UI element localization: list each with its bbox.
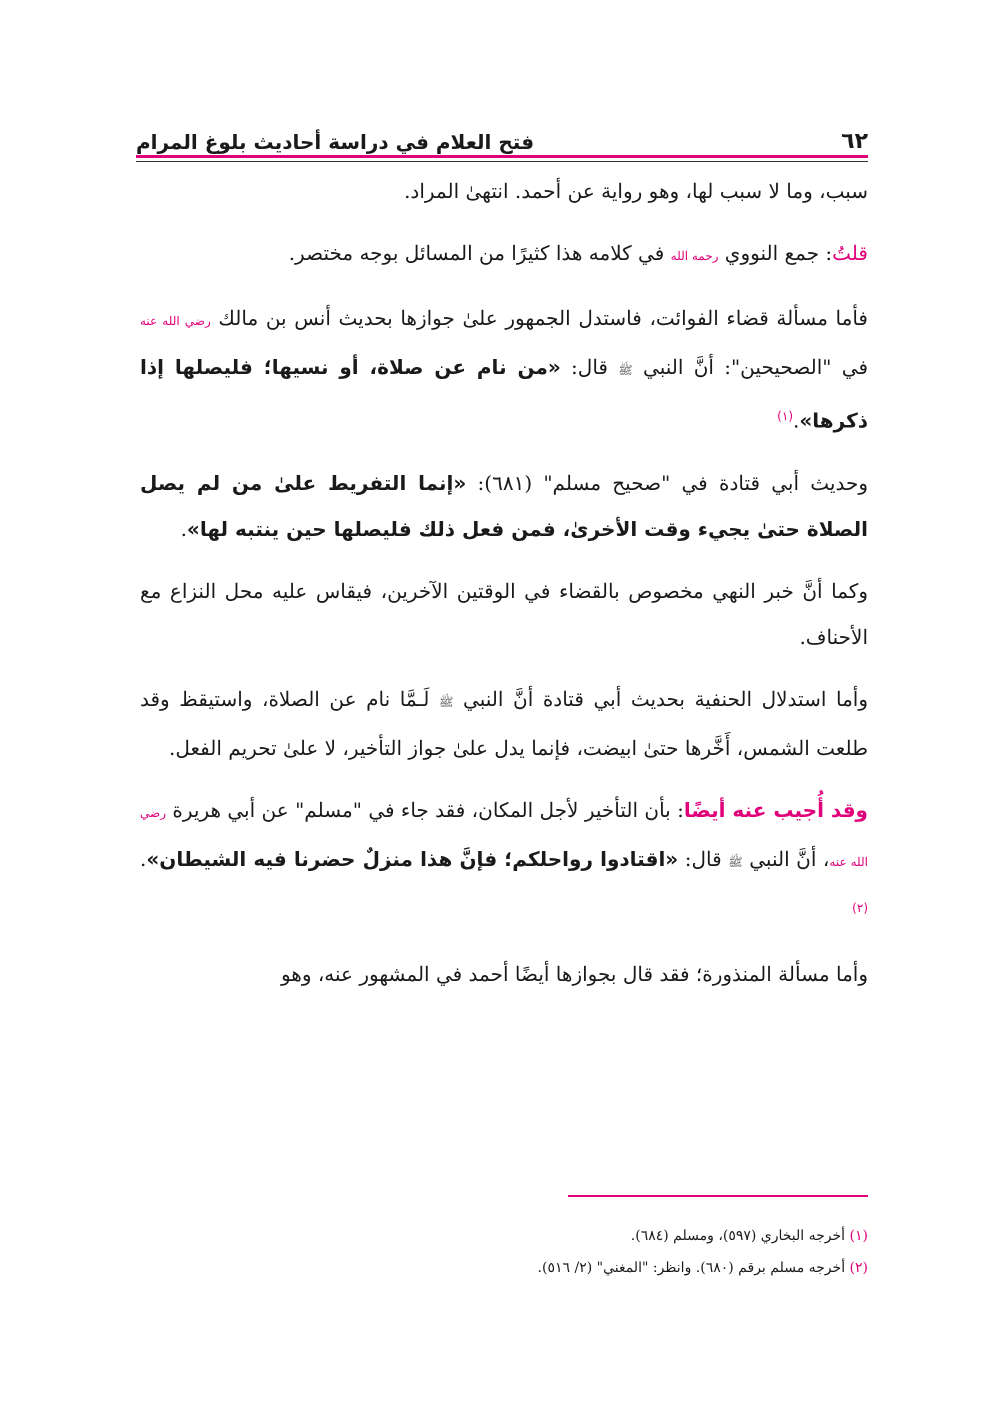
paragraph-4-text-b: . (180, 516, 187, 541)
paragraph-2-lead: قلتُ (832, 241, 868, 265)
footnote-ref-1[interactable]: (١) (777, 409, 793, 423)
footnote-separator (568, 1195, 868, 1197)
header-rule-accent (136, 155, 868, 158)
paragraph-7-lead: وقد أُجيب عنه أيضًا (683, 797, 868, 822)
page-number: ٦٢ (841, 129, 868, 154)
paragraph-3 (140, 295, 868, 444)
paragraph-7-text-a: : بأن التأخير لأجل المكان، فقد جاء في "مسلم" عن أبي هريرة (166, 797, 684, 822)
hadith-quote-3: «اقتادوا رواحلكم؛ فإنَّ هذا منزلٌ حضرنا فيه الشيطان» (146, 846, 679, 871)
paragraph-3-text-a: فأما مسألة قضاء الفوائت، فاستدل الجمهور علىٰ جوازها بحديث أنس بن مالك (210, 306, 868, 330)
paragraph-7-text-c: قال: (678, 846, 729, 871)
running-header (136, 122, 868, 154)
paragraph-3-text-b: في "الصحيحين": أنَّ النبي (632, 355, 868, 379)
paragraph-6-text-a: وأما استدلال الحنفية بحديث أبي قتادة أنَّ النبي (453, 686, 868, 711)
honorific-radiyallahu: رضي الله عنه (140, 805, 868, 869)
paragraph-8-text: وأما مسألة المنذورة؛ فقد قال بجوازها أيضًا أحمد في المشهور عنه، وهو (280, 962, 868, 987)
paragraph-7-text-b: ، أنَّ النبي (742, 846, 830, 871)
paragraph-1-text: سبب، وما لا سبب لها، وهو رواية عن أحمد. انتهىٰ المراد. (404, 179, 868, 203)
footnote-1-text: أخرجه البخاري (٥٩٧)، ومسلم (٦٨٤). (630, 1228, 850, 1244)
footnote-2-text: أخرجه مسلم برقم (٦٨٠). وانظر: "المغني" (٢/ ٥١٦). (537, 1260, 850, 1276)
paragraph-2-text-b: في كلامه هذا كثيرًا من المسائل بوجه مختصر. (288, 241, 671, 265)
paragraph-4 (140, 460, 868, 552)
paragraph-6 (140, 676, 868, 771)
paragraph-3-text-c: قال: (560, 355, 619, 379)
paragraph-2-text-a: : جمع النووي (718, 241, 833, 265)
header-rule (136, 161, 868, 162)
honorific-radiyallahu: رضي الله عنه (140, 314, 211, 328)
honorific-rahimahullah: رحمه الله (670, 249, 719, 263)
paragraph-1 (140, 168, 868, 214)
paragraph-4-text-a: وحديث أبي قتادة في "صحيح مسلم" (٦٨١): (466, 470, 868, 495)
paragraph-5-text: وكما أنَّ خبر النهي مخصوص بالقضاء في الوقتين الآخرين، فيقاس عليه محل النزاع مع الأحناف. (140, 578, 868, 649)
paragraph-5 (140, 568, 868, 660)
footnotes (140, 1222, 868, 1286)
honorific-salawat: ﷺ (618, 363, 633, 377)
footnote-2-number: (٢) (849, 1260, 868, 1276)
honorific-salawat: ﷺ (728, 854, 743, 869)
footnote-2 (140, 1254, 868, 1282)
paragraph-3-text-d: . (793, 408, 800, 433)
paragraph-7-text-d: . (140, 846, 147, 871)
paragraph-7 (140, 787, 868, 936)
hadith-quote-2: «إنما التفريط علىٰ من لم يصل الصلاة حتىٰ يجيء وقت الأخرىٰ، فمن فعل ذلك فليصلها حين ينتبه لها» (140, 470, 868, 541)
footnote-1-number: (١) (849, 1228, 868, 1244)
footnote-ref-2[interactable]: (٢) (852, 900, 868, 915)
hadith-quote-1: «من نام عن صلاة، أو نسيها؛ فليصلها إذا ذكرها» (140, 355, 868, 433)
footnote-1 (140, 1222, 868, 1250)
book-title: فتح العلام في دراسة أحاديث بلوغ المرام (136, 130, 535, 154)
honorific-salawat: ﷺ (438, 694, 454, 709)
main-text (140, 168, 868, 997)
paragraph-8 (140, 951, 868, 997)
paragraph-6-text-b: لَـمَّا نام عن الصلاة، واستيقظ وقد طلعت الشمس، أَخَّرها حتىٰ ابيضت، فإنما يدل علىٰ جواز التأخير، لا علىٰ تحريم الفعل. (140, 686, 868, 760)
paragraph-2 (140, 230, 868, 279)
